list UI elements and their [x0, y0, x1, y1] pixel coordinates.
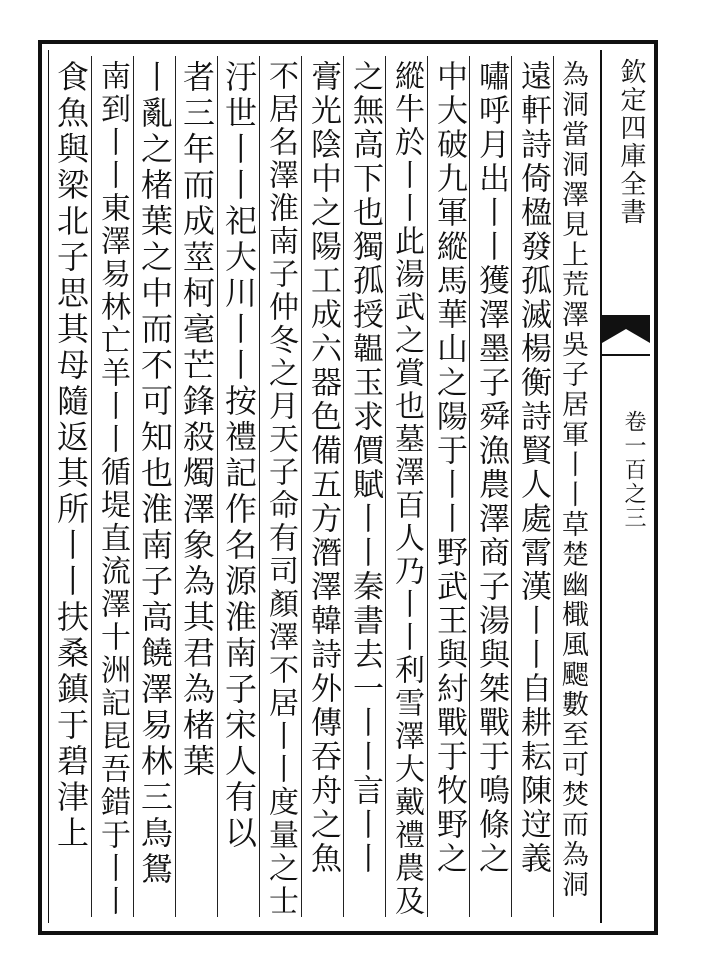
text-column: 南到丨丨東澤易林亡羊丨丨循堤直流澤十洲記昆吾錯于丨丨 [95, 60, 130, 918]
column-rule [175, 56, 176, 917]
text-column: 為洞當洞澤見上荒澤吳子居軍丨丨草楚幽檝風颸數至可焚而為洞 [557, 60, 588, 900]
text-column: 縱牛於丨丨此湯武之賞也墓澤百人乃丨丨利雪澤大戴禮農及 [389, 60, 424, 918]
text-column: 丨亂之楮葉之中而不可知也淮南子高饒澤易林三鳥鴛 [136, 60, 174, 888]
text-column: 嘯呼月出丨丨獲澤墨子舜漁農澤商子湯與桀戰于鳴條之 [473, 60, 509, 876]
column-rule [385, 56, 386, 917]
text-column: 不居名澤淮南子仲冬之月天子命有司顏澤不居丨丨度量之士 [263, 60, 298, 918]
column-rule [511, 56, 512, 917]
column-rule [427, 56, 428, 917]
text-column: 膏光陰中之陽工成六器色備五方潛澤韓詩外傳吞舟之魚 [305, 60, 341, 876]
column-rule [469, 56, 470, 917]
text-column: 汙世丨丨祀大川丨丨按禮記作名源淮南子宋人有以 [220, 60, 258, 852]
column-rule [553, 56, 554, 917]
column-rule [217, 56, 218, 917]
text-column: 中大破九軍縱馬華山之陽于丨丨野武王與紂戰于牧野之 [431, 60, 467, 876]
text-column: 者三年而成莖柯毫芒鋒殺燭澤象為其君為楮葉 [178, 60, 216, 780]
column-rule [91, 56, 92, 917]
book-title-label: 欽定四庫全書 [616, 58, 646, 226]
text-column: 之無高下也獨孤授韞玉求價賦丨丨秦書去一丨丨言丨丨 [347, 60, 383, 876]
text-column: 遠軒詩倚楹發孤滅楊衡詩賢人處霄漢丨丨自耕耘陳䢘義 [515, 60, 551, 876]
chapter-label: 卷一百之三 [621, 410, 646, 530]
column-rule [301, 56, 302, 917]
text-column: 食魚與梁北子思其母隨返其所丨丨扶桑鎮于碧津上 [52, 60, 90, 852]
margin-strip [600, 50, 652, 923]
column-rule [343, 56, 344, 917]
fishtail-mark [602, 315, 650, 375]
column-rule [259, 56, 260, 917]
text-panel [48, 50, 652, 923]
page-frame [38, 40, 658, 935]
column-rule [133, 56, 134, 917]
